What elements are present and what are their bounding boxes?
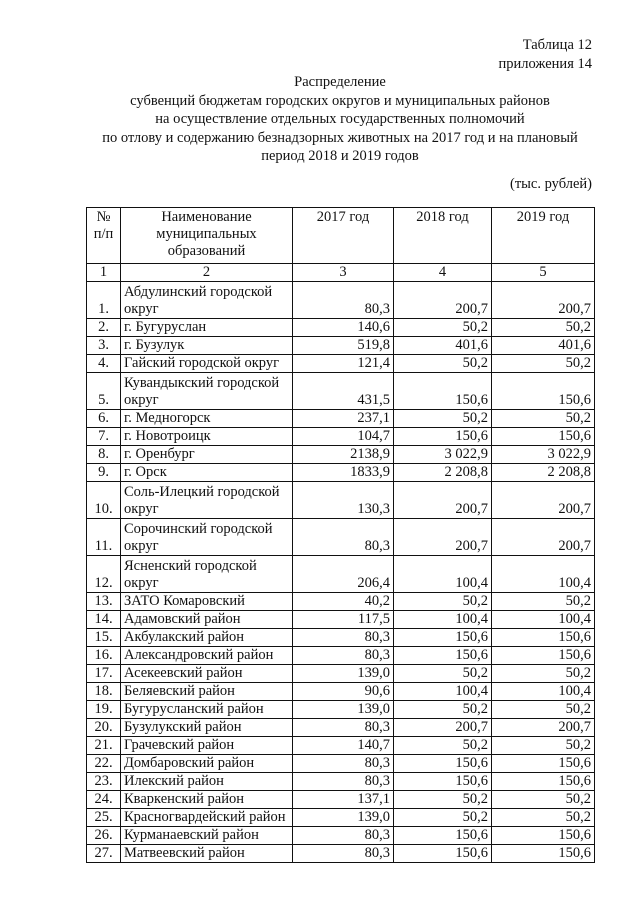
row-value-2017: 90,6 <box>293 683 394 701</box>
table-row <box>87 482 595 519</box>
column-number: 3 <box>293 264 394 282</box>
row-number: 21. <box>87 737 121 755</box>
row-value-2017: 80,3 <box>293 519 394 556</box>
table-row <box>87 428 595 446</box>
row-value-2017: 139,0 <box>293 665 394 683</box>
row-value-2018: 150,6 <box>394 827 492 845</box>
table-row <box>87 647 595 665</box>
row-value-2018: 100,4 <box>394 556 492 593</box>
row-name: Матвеевский район <box>121 845 293 863</box>
table-row <box>87 319 595 337</box>
appendix-label: приложения 14 <box>498 56 592 72</box>
row-value-2017: 104,7 <box>293 428 394 446</box>
row-value-2017: 237,1 <box>293 410 394 428</box>
table-row <box>87 282 595 319</box>
row-value-2018: 200,7 <box>394 719 492 737</box>
table-row <box>87 593 595 611</box>
row-value-2018: 150,6 <box>394 845 492 863</box>
row-value-2019: 150,6 <box>492 428 595 446</box>
row-value-2018: 150,6 <box>394 428 492 446</box>
row-value-2019: 50,2 <box>492 410 595 428</box>
table-row <box>87 827 595 845</box>
row-number: 17. <box>87 665 121 683</box>
row-value-2019: 100,4 <box>492 611 595 629</box>
row-name: г. Новотроицк <box>121 428 293 446</box>
row-value-2018: 100,4 <box>394 611 492 629</box>
row-value-2017: 206,4 <box>293 556 394 593</box>
title-line-3: на осуществление отдельных государственных полномочий <box>155 111 525 127</box>
row-number: 12. <box>87 556 121 593</box>
row-number: 20. <box>87 719 121 737</box>
column-number: 2 <box>121 264 293 282</box>
row-name: Беляевский район <box>121 683 293 701</box>
row-value-2018: 50,2 <box>394 737 492 755</box>
row-number: 9. <box>87 464 121 482</box>
row-value-2019: 50,2 <box>492 355 595 373</box>
row-value-2019: 200,7 <box>492 482 595 519</box>
row-value-2017: 140,6 <box>293 319 394 337</box>
row-value-2017: 130,3 <box>293 482 394 519</box>
row-name: Кваркенский район <box>121 791 293 809</box>
row-name: Грачевский район <box>121 737 293 755</box>
row-name: Илекский район <box>121 773 293 791</box>
row-name: Красногвардейский район <box>121 809 293 827</box>
units-label: (тыс. рублей) <box>510 176 592 192</box>
row-number: 25. <box>87 809 121 827</box>
row-name: Абдулинский городской округ <box>121 282 293 319</box>
row-number: 2. <box>87 319 121 337</box>
row-number: 26. <box>87 827 121 845</box>
table-row <box>87 755 595 773</box>
row-name: г. Орск <box>121 464 293 482</box>
row-value-2019: 50,2 <box>492 665 595 683</box>
row-value-2017: 121,4 <box>293 355 394 373</box>
table-row <box>87 845 595 863</box>
row-value-2018: 2 208,8 <box>394 464 492 482</box>
column-number: 1 <box>87 264 121 282</box>
row-value-2019: 50,2 <box>492 593 595 611</box>
row-value-2019: 50,2 <box>492 809 595 827</box>
row-number: 16. <box>87 647 121 665</box>
row-value-2017: 80,3 <box>293 719 394 737</box>
row-number: 10. <box>87 482 121 519</box>
row-value-2019: 200,7 <box>492 282 595 319</box>
row-number: 11. <box>87 519 121 556</box>
row-value-2017: 431,5 <box>293 373 394 410</box>
row-value-2018: 50,2 <box>394 665 492 683</box>
row-name: г. Бугуруслан <box>121 319 293 337</box>
row-name: Акбулакский район <box>121 629 293 647</box>
row-value-2018: 150,6 <box>394 647 492 665</box>
column-number: 5 <box>492 264 595 282</box>
row-number: 27. <box>87 845 121 863</box>
row-value-2018: 50,2 <box>394 809 492 827</box>
table-row <box>87 464 595 482</box>
table-row <box>87 611 595 629</box>
table-header-row <box>87 208 595 264</box>
title-line-2: субвенций бюджетам городских округов и муниципальных районов <box>130 92 550 109</box>
col-header-number: № п/п <box>87 208 121 264</box>
row-value-2017: 117,5 <box>293 611 394 629</box>
row-number: 8. <box>87 446 121 464</box>
row-number: 13. <box>87 593 121 611</box>
row-value-2019: 200,7 <box>492 519 595 556</box>
row-number: 15. <box>87 629 121 647</box>
row-value-2019: 2 208,8 <box>492 464 595 482</box>
row-value-2018: 200,7 <box>394 482 492 519</box>
title-line-5: период 2018 и 2019 годов <box>261 148 419 164</box>
subvention-table <box>86 207 595 863</box>
row-value-2017: 2138,9 <box>293 446 394 464</box>
row-number: 18. <box>87 683 121 701</box>
row-value-2019: 150,6 <box>492 373 595 410</box>
row-value-2017: 80,3 <box>293 755 394 773</box>
row-value-2019: 100,4 <box>492 556 595 593</box>
row-value-2017: 80,3 <box>293 773 394 791</box>
table-row <box>87 665 595 683</box>
table-row <box>87 446 595 464</box>
row-name: Александровский район <box>121 647 293 665</box>
row-number: 7. <box>87 428 121 446</box>
row-name: г. Медногорск <box>121 410 293 428</box>
row-value-2019: 50,2 <box>492 791 595 809</box>
row-value-2017: 519,8 <box>293 337 394 355</box>
row-number: 6. <box>87 410 121 428</box>
row-number: 5. <box>87 373 121 410</box>
row-name: Кувандыкский городской округ <box>121 373 293 410</box>
col-header-2017: 2017 год <box>293 208 394 264</box>
col-header-2018: 2018 год <box>394 208 492 264</box>
row-value-2019: 150,6 <box>492 755 595 773</box>
row-name: Асекеевский район <box>121 665 293 683</box>
row-value-2017: 139,0 <box>293 701 394 719</box>
table-row <box>87 719 595 737</box>
table-row <box>87 373 595 410</box>
row-name: Бугурусланский район <box>121 701 293 719</box>
row-value-2018: 150,6 <box>394 373 492 410</box>
table-row <box>87 556 595 593</box>
row-value-2018: 200,7 <box>394 519 492 556</box>
row-value-2019: 50,2 <box>492 319 595 337</box>
row-value-2018: 50,2 <box>394 791 492 809</box>
table-reference <box>499 36 592 74</box>
row-number: 19. <box>87 701 121 719</box>
row-value-2018: 3 022,9 <box>394 446 492 464</box>
row-value-2019: 150,6 <box>492 629 595 647</box>
col-header-name: Наименование муниципальных образований <box>121 208 293 264</box>
row-value-2019: 3 022,9 <box>492 446 595 464</box>
row-value-2017: 1833,9 <box>293 464 394 482</box>
row-name: ЗАТО Комаровский <box>121 593 293 611</box>
table-row <box>87 337 595 355</box>
row-name: Сорочинский городской округ <box>121 519 293 556</box>
row-value-2019: 150,6 <box>492 773 595 791</box>
column-number: 4 <box>394 264 492 282</box>
row-value-2018: 200,7 <box>394 282 492 319</box>
row-name: Курманаевский район <box>121 827 293 845</box>
row-value-2018: 150,6 <box>394 773 492 791</box>
row-value-2019: 50,2 <box>492 737 595 755</box>
row-name: Соль-Илецкий городской округ <box>121 482 293 519</box>
row-name: Бузулукский район <box>121 719 293 737</box>
column-number-row <box>87 264 595 282</box>
row-value-2017: 40,2 <box>293 593 394 611</box>
row-name: Адамовский район <box>121 611 293 629</box>
row-value-2019: 150,6 <box>492 827 595 845</box>
row-value-2017: 80,3 <box>293 827 394 845</box>
row-name: Гайский городской округ <box>121 355 293 373</box>
row-value-2018: 50,2 <box>394 701 492 719</box>
row-name: Ясненский городской округ <box>121 556 293 593</box>
title-line-4: по отлову и содержанию безнадзорных животных на 2017 год и на плановый <box>102 129 578 146</box>
row-value-2019: 150,6 <box>492 845 595 863</box>
row-value-2017: 139,0 <box>293 809 394 827</box>
row-value-2017: 80,3 <box>293 647 394 665</box>
table-row <box>87 809 595 827</box>
col-header-2019: 2019 год <box>492 208 595 264</box>
table-row <box>87 410 595 428</box>
row-number: 3. <box>87 337 121 355</box>
row-number: 14. <box>87 611 121 629</box>
row-value-2019: 100,4 <box>492 683 595 701</box>
row-value-2019: 150,6 <box>492 647 595 665</box>
row-value-2018: 150,6 <box>394 629 492 647</box>
table-label: Таблица 12 <box>522 37 592 53</box>
table-row <box>87 355 595 373</box>
row-name: Домбаровский район <box>121 755 293 773</box>
table-body <box>87 282 595 863</box>
table-row <box>87 791 595 809</box>
row-value-2018: 150,6 <box>394 755 492 773</box>
table-row <box>87 737 595 755</box>
table-row <box>87 629 595 647</box>
row-value-2017: 80,3 <box>293 282 394 319</box>
row-number: 23. <box>87 773 121 791</box>
row-value-2019: 200,7 <box>492 719 595 737</box>
row-value-2017: 80,3 <box>293 845 394 863</box>
row-value-2018: 50,2 <box>394 355 492 373</box>
table-row <box>87 701 595 719</box>
row-value-2018: 401,6 <box>394 337 492 355</box>
table-row <box>87 683 595 701</box>
row-name: г. Оренбург <box>121 446 293 464</box>
row-number: 1. <box>87 282 121 319</box>
row-value-2017: 137,1 <box>293 791 394 809</box>
table-row <box>87 773 595 791</box>
title-line-1: Распределение <box>294 74 386 90</box>
row-value-2017: 140,7 <box>293 737 394 755</box>
row-value-2019: 401,6 <box>492 337 595 355</box>
row-value-2018: 50,2 <box>394 319 492 337</box>
row-value-2017: 80,3 <box>293 629 394 647</box>
row-value-2018: 100,4 <box>394 683 492 701</box>
row-value-2018: 50,2 <box>394 593 492 611</box>
table-row <box>87 519 595 556</box>
row-number: 22. <box>87 755 121 773</box>
row-value-2019: 50,2 <box>492 701 595 719</box>
row-value-2018: 50,2 <box>394 410 492 428</box>
document-title <box>60 73 620 166</box>
row-number: 24. <box>87 791 121 809</box>
row-name: г. Бузулук <box>121 337 293 355</box>
row-number: 4. <box>87 355 121 373</box>
